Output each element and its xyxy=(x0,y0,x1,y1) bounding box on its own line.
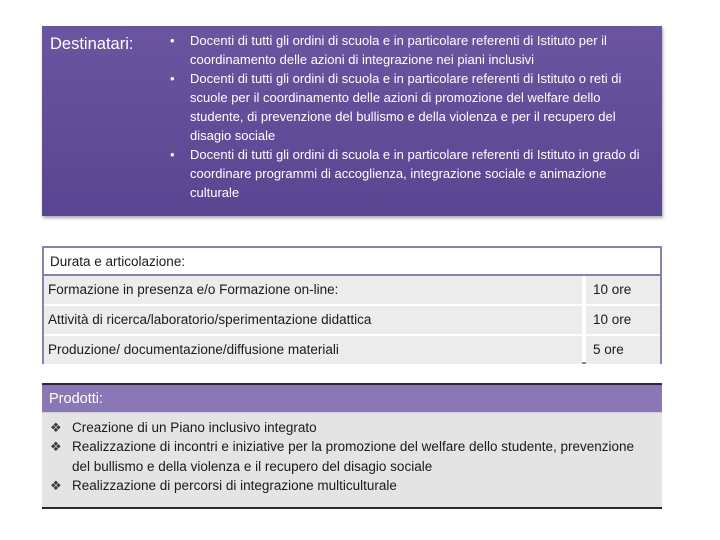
prodotti-item xyxy=(50,418,650,437)
destinatari-item-text: Docenti di tutti gli ordini di scuola e in particolare referenti di Istituto per il coordinamento delle azioni di integrazione nei piani inclusivi xyxy=(190,33,607,67)
destinatari-item xyxy=(170,145,654,202)
column-divider xyxy=(582,276,586,362)
activity-text: Produzione/ documentazione/diffusione materiali xyxy=(48,342,339,357)
table-row xyxy=(44,276,660,304)
prodotti-item xyxy=(50,437,650,476)
activity-cell xyxy=(44,336,582,364)
prodotti-item-text: Realizzazione di incontri e iniziative per la promozione del welfare dello studente, prevenzione del bullismo e della violenza e il recupero del disagio sociale xyxy=(72,439,635,474)
table-row xyxy=(44,336,660,364)
durata-table xyxy=(42,246,662,364)
destinatari-item-text: Docenti di tutti gli ordini di scuola e in particolare referenti di Istituto o reti di scuole per il coordinamento delle azioni di promozione del welfare dello studente, di prevenzione del bullismo e della violenza e per il recupero del disagio sociale xyxy=(190,71,622,143)
hours-cell xyxy=(586,306,660,334)
hours-cell xyxy=(586,276,660,304)
hours-cell xyxy=(586,336,660,364)
bullet-icon: • xyxy=(170,33,175,48)
prodotti-list xyxy=(50,418,650,495)
bullet-icon: • xyxy=(170,147,175,162)
activity-text: Formazione in presenza e/o Formazione on-line: xyxy=(48,282,339,297)
table-row xyxy=(44,306,660,334)
activity-cell xyxy=(44,276,582,304)
prodotti-panel xyxy=(42,383,662,509)
activity-cell xyxy=(44,306,582,334)
destinatari-item xyxy=(170,31,654,69)
prodotti-heading: Prodotti: xyxy=(49,391,103,407)
bullet-icon: • xyxy=(170,71,175,86)
destinatari-label: Destinatari: xyxy=(50,35,134,53)
diamond-bullet-icon: ❖ xyxy=(50,439,62,455)
prodotti-item xyxy=(50,476,650,495)
prodotti-item-text: Creazione di un Piano inclusivo integrato xyxy=(72,420,317,435)
hours-text: 5 ore xyxy=(593,342,624,357)
durata-heading: Durata e articolazione: xyxy=(50,254,186,269)
durata-heading-row xyxy=(44,248,660,276)
hours-text: 10 ore xyxy=(593,282,632,297)
destinatari-item-text: Docenti di tutti gli ordini di scuola e in particolare referenti di Istituto in grado di coordinare programmi di accoglienza, integrazione sociale e animazione culturale xyxy=(190,147,640,200)
diamond-bullet-icon: ❖ xyxy=(50,420,62,435)
hours-text: 10 ore xyxy=(593,312,632,327)
activity-text: Attività di ricerca/laboratorio/sperimentazione didattica xyxy=(48,312,372,327)
prodotti-item-text: Realizzazione di percorsi di integrazione multiculturale xyxy=(72,477,397,493)
destinatari-list xyxy=(170,31,654,202)
destinatari-panel xyxy=(42,26,662,216)
diamond-bullet-icon: ❖ xyxy=(50,477,62,493)
destinatari-item xyxy=(170,69,654,145)
prodotti-heading-bar xyxy=(42,385,662,413)
